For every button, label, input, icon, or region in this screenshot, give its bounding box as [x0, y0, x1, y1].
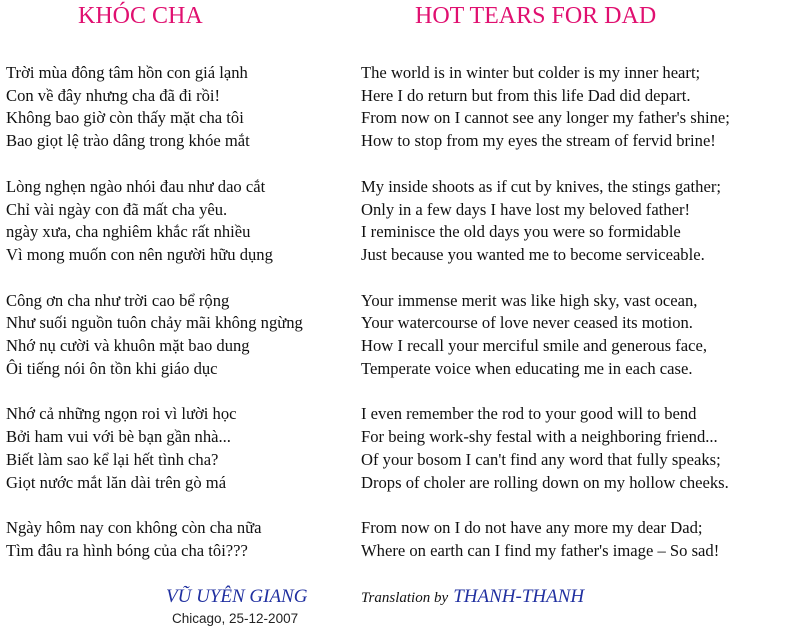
poem-line: Nhớ cả những ngọn roi vì lười học [6, 404, 237, 424]
poem-line: Temperate voice when educating me in each case. [361, 358, 693, 378]
poem-line: Giọt nước mắt lăn dài trên gò má [6, 472, 227, 492]
place-date: Chicago, 25-12-2007 [172, 611, 299, 626]
poem-line: Ngày hôm nay con không còn cha nữa [6, 518, 262, 538]
stanza [6, 290, 303, 381]
poem-line: Of your bosom I can't find any word that fully speaks; [361, 449, 721, 469]
poem-line: Where on earth can I find my father's image – So sad! [361, 540, 720, 560]
poem-line: Trời mùa đông tâm hồn con giá lạnh [6, 63, 248, 82]
stanza [361, 403, 730, 494]
poem-line: Bao giọt lệ trào dâng trong khóe mắt [6, 131, 250, 151]
poem-line: I reminisce the old days you were so formidable [361, 222, 681, 242]
poem-line: Your immense merit was like high sky, vast ocean, [361, 290, 698, 310]
stanza [6, 403, 303, 494]
english-poem [361, 62, 730, 586]
stanza [361, 176, 730, 267]
poem-line: Không bao giờ còn thấy mặt cha tôi [6, 108, 244, 128]
translator-name: THANH-THANH [453, 586, 585, 607]
translation-credit [361, 586, 584, 608]
poem-line: Vì mong muốn con nên người hữu dụng [6, 244, 273, 264]
vietnamese-title: KHÓC CHA [78, 3, 203, 29]
poem-line: Here I do return but from this life Dad did depart. [361, 85, 691, 105]
poem-line: Only in a few days I have lost my beloved father! [361, 199, 691, 219]
poem-line: Như suối nguồn tuôn chảy mãi không ngừng [6, 313, 303, 333]
stanza [6, 176, 303, 267]
poem-line: Tìm đâu ra hình bóng của cha tôi??? [6, 540, 248, 560]
poem-line: Biết làm sao kể lại hết tình cha? [6, 449, 219, 469]
stanza [6, 62, 303, 153]
vietnamese-poem [6, 62, 303, 586]
poem-line: Just because you wanted me to become serviceable. [361, 244, 705, 264]
poem-line: ngày xưa, cha nghiêm khắc rất nhiều [6, 222, 251, 242]
poem-line: My inside shoots as if cut by knives, the stings gather; [361, 176, 721, 196]
poem-line: Con về đây nhưng cha đã đi rồi! [6, 85, 221, 105]
translation-label: Translation by [361, 590, 449, 606]
poem-line: Your watercourse of love never ceased its motion. [361, 313, 693, 333]
poem-line: Công ơn cha như trời cao bể rộng [6, 290, 230, 310]
english-title: HOT TEARS FOR DAD [415, 3, 657, 29]
stanza [361, 62, 730, 153]
stanza [6, 517, 303, 562]
poem-line: How to stop from my eyes the stream of fervid brine! [361, 131, 716, 151]
poem-line: I even remember the rod to your good will to bend [361, 404, 697, 424]
stanza [361, 290, 730, 381]
author-name: VŨ UYÊN GIANG [166, 586, 308, 607]
poem-line: Bởi ham vui với bè bạn gần nhà... [6, 427, 231, 447]
poem-line: The world is in winter but colder is my inner heart; [361, 63, 701, 82]
poem-line: For being work-shy festal with a neighboring friend... [361, 427, 718, 447]
poem-line: From now on I cannot see any longer my father's shine; [361, 108, 730, 128]
poem-line: Chỉ vài ngày con đã mất cha yêu. [6, 199, 228, 219]
poem-line: Ôi tiếng nói ôn tồn khi giáo dục [6, 358, 218, 378]
poem-line: Lòng nghẹn ngào nhói đau như dao cắt [6, 176, 266, 196]
poem-line: Drops of choler are rolling down on my hollow cheeks. [361, 472, 729, 492]
poem-line: How I recall your merciful smile and generous face, [361, 336, 708, 356]
poem-line: Nhớ nụ cười và khuôn mặt bao dung [6, 336, 250, 356]
stanza [361, 517, 730, 562]
poem-line: From now on I do not have any more my dear Dad; [361, 518, 703, 538]
